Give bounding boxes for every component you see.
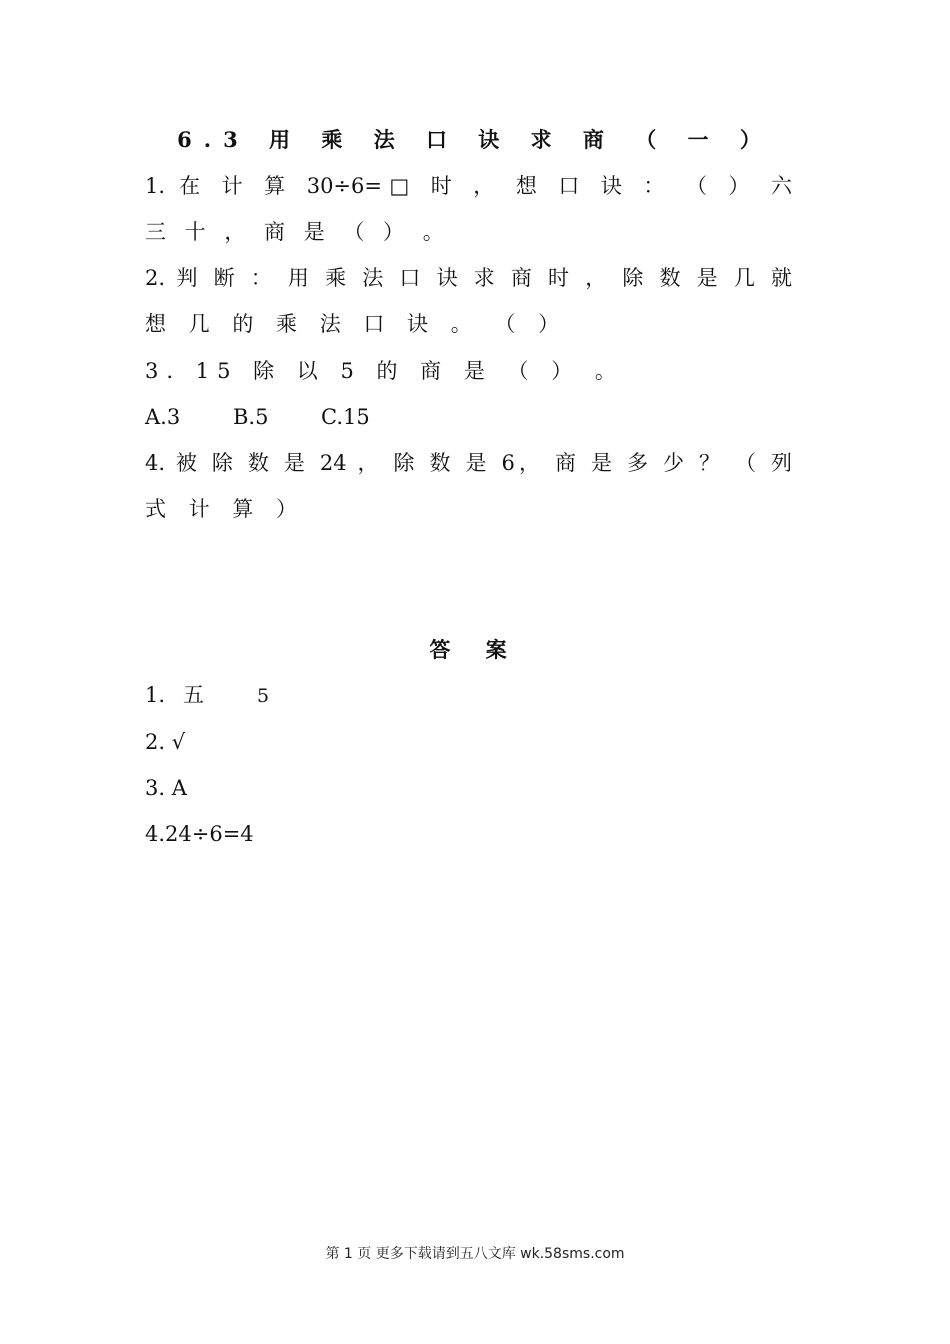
option-a: A.3 xyxy=(145,405,181,429)
question-4-line-1: 4. 被 除 数 是 24 ， 除 数 是 6， 商 是 多 少 ？ （ 列 xyxy=(145,451,792,475)
question-1-line-1: 1. 在 计 算 30÷6=□ 时 ， 想 口 诀 ： （ ） 六 xyxy=(145,174,792,198)
page-footer: 第 1 页 更多下载请到五八文库 wk.58sms.com xyxy=(325,1246,625,1262)
answer-1-number: 1. xyxy=(145,683,166,707)
answer-2: 2. √ xyxy=(145,730,186,754)
option-c: C.15 xyxy=(321,405,370,429)
question-4-line-2: 式 计 算 ） xyxy=(145,497,306,521)
answer-1-part-1: 五 xyxy=(183,683,204,707)
question-2-line-1: 2. 判 断 ： 用 乘 法 口 诀 求 商 时 ， 除 数 是 几 就 xyxy=(145,266,792,290)
answer-3: 3. A xyxy=(145,776,187,800)
question-1-line-2: 三 十 ， 商 是 （ ） 。 xyxy=(145,220,450,244)
option-b: B.5 xyxy=(233,405,269,429)
answer-1 xyxy=(145,680,792,710)
answer-1-part-2: 5 xyxy=(257,685,270,707)
page-title: 6.3 用 乘 法 口 诀 求 商 （ 一 ） xyxy=(177,127,773,152)
question-2-line-2: 想 几 的 乘 法 口 诀 。 （ ） xyxy=(145,312,568,336)
answers-heading: 答 案 xyxy=(429,637,521,662)
question-3-line-1: 3. 15 除 以 5 的 商 是 （ ） 。 xyxy=(145,359,624,383)
question-3-options xyxy=(145,402,792,432)
answer-4: 4.24÷6=4 xyxy=(145,822,254,846)
